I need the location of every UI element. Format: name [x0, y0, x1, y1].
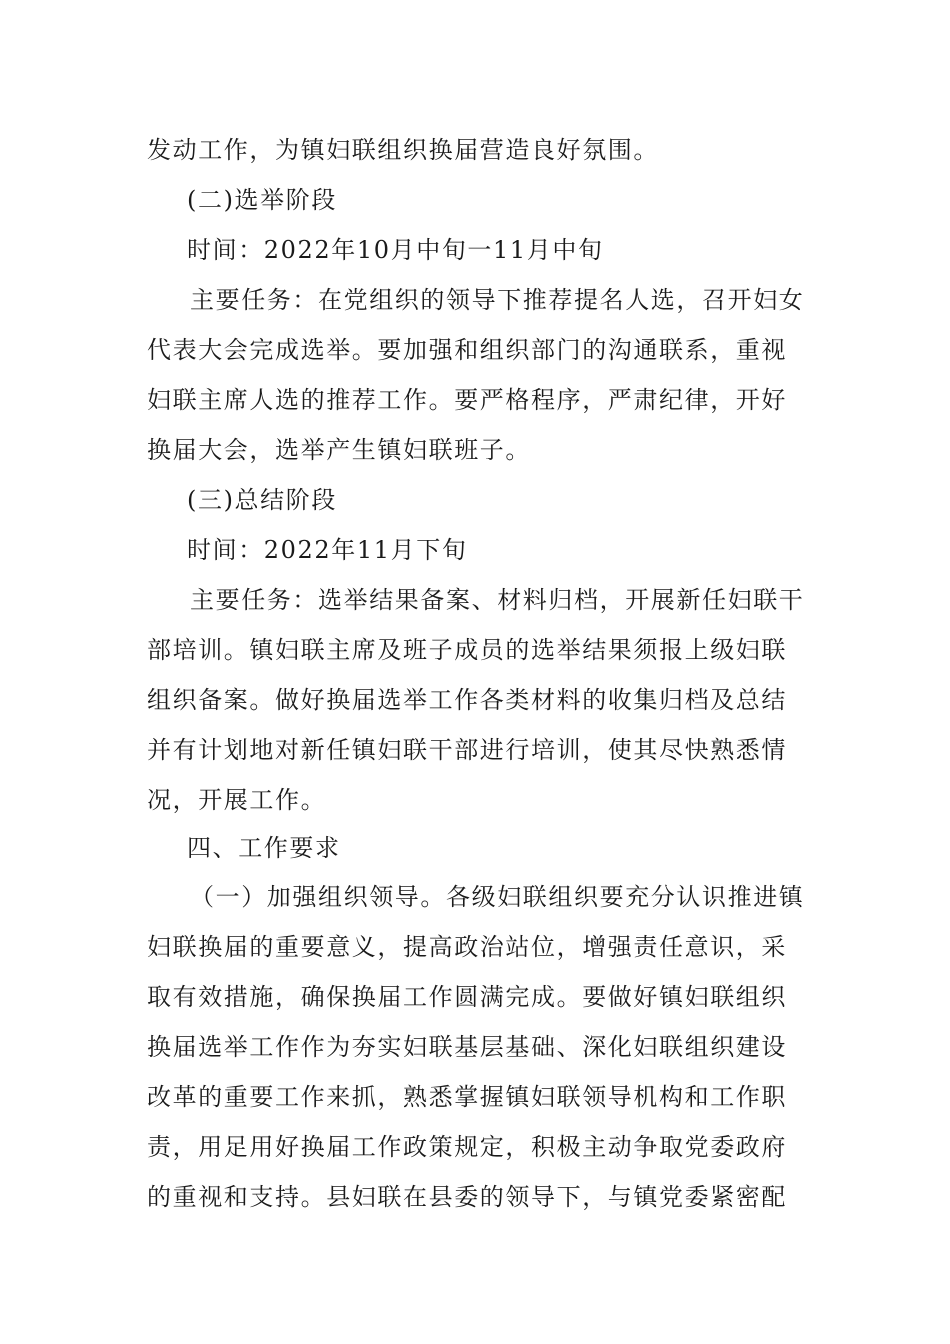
text-line: 主要任务：在党组织的领导下推荐提名人选，召开妇女 — [190, 286, 805, 314]
text-line: 改革的重要工作来抓，熟悉掌握镇妇联领导机构和工作职 — [147, 1083, 787, 1111]
text-line: 时间：2022年10月中旬一11月中旬 — [187, 236, 604, 264]
text-line: 并有计划地对新任镇妇联干部进行培训，使其尽快熟悉情 — [147, 736, 787, 764]
text-line: 换届选举工作作为夯实妇联基层基础、深化妇联组织建设 — [147, 1033, 787, 1061]
text-line: 时间：2022年11月下旬 — [187, 536, 468, 564]
text-line: 换届大会，选举产生镇妇联班子。 — [147, 436, 531, 464]
text-line: 代表大会完成选举。要加强和组织部门的沟通联系，重视 — [147, 336, 787, 364]
text-line: 的重视和支持。县妇联在县委的领导下，与镇党委紧密配 — [147, 1183, 787, 1211]
text-line: 部培训。镇妇联主席及班子成员的选举结果须报上级妇联 — [147, 636, 787, 664]
section-heading: 四、工作要求 — [187, 834, 341, 862]
text-line: 责，用足用好换届工作政策规定，积极主动争取党委政府 — [147, 1133, 787, 1161]
text-line: 取有效措施，确保换届工作圆满完成。要做好镇妇联组织 — [147, 983, 787, 1011]
text-line: 发动工作，为镇妇联组织换届营造良好氛围。 — [147, 136, 659, 164]
text-line: 妇联主席人选的推荐工作。要严格程序，严肃纪律，开好 — [147, 386, 787, 414]
text-line: 况，开展工作。 — [147, 786, 327, 814]
text-line: 组织备案。做好换届选举工作各类材料的收集归档及总结 — [147, 686, 787, 714]
text-line: 妇联换届的重要意义，提高政治站位，增强责任意识，采 — [147, 933, 787, 961]
section-heading: (二)选举阶段 — [187, 186, 337, 214]
section-heading: (三)总结阶段 — [187, 486, 337, 514]
text-line: 主要任务：选举结果备案、材料归档，开展新任妇联干 — [190, 586, 805, 614]
text-line: （一）加强组织领导。各级妇联组织要充分认识推进镇 — [190, 883, 805, 911]
